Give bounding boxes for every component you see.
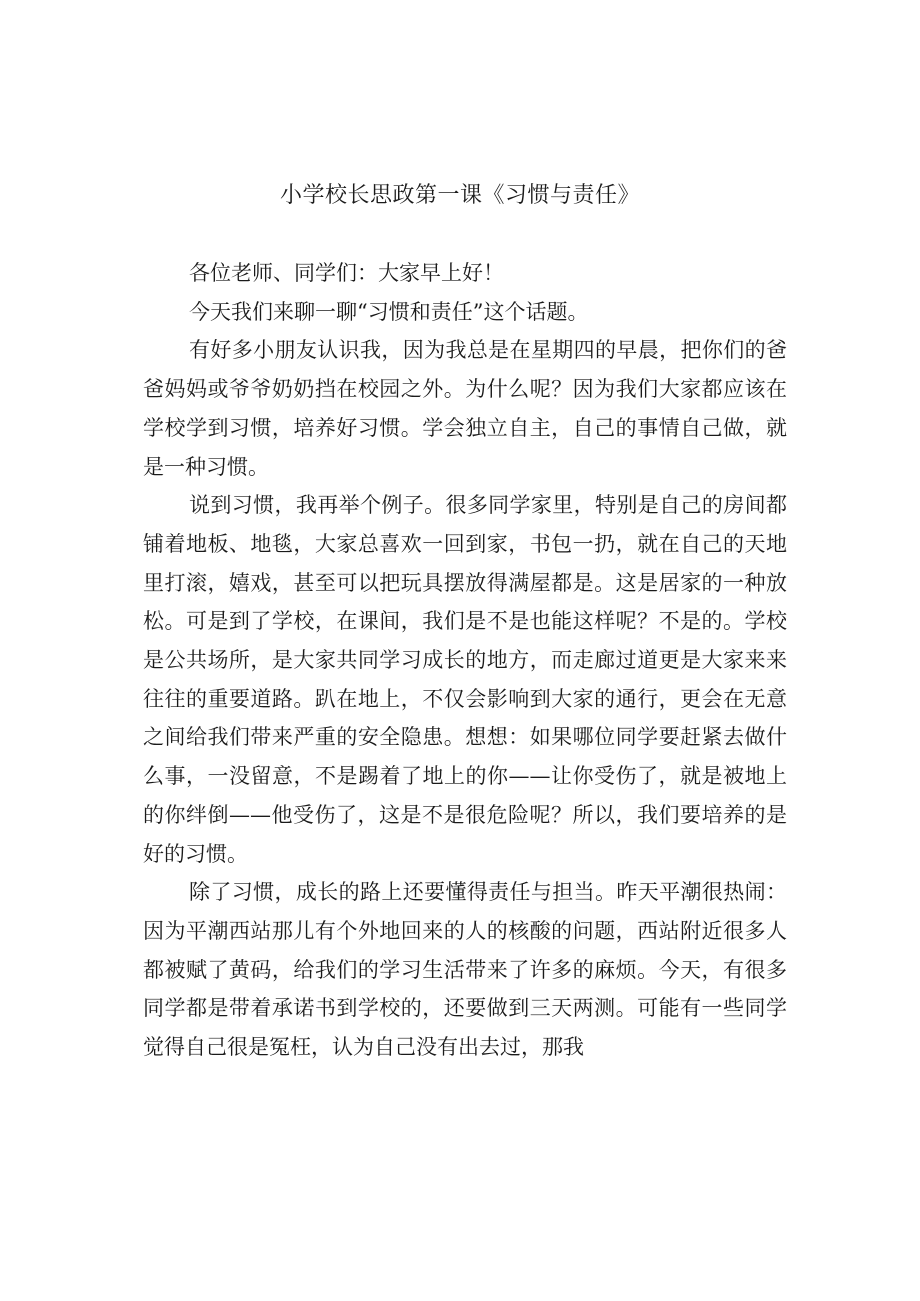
paragraph-topic: 今天我们来聊一聊“习惯和责任”这个话题。 (189, 299, 589, 324)
document-body (143, 254, 787, 1067)
paragraph-habit-intro: 有好多小朋友认识我，因为我总是在星期四的早晨，把你们的爸爸妈妈或爷爷奶奶挡在校园之外。为什么呢？因为我们大家都应该在学校学到习惯，培养好习惯。学会独立自主，自己的事情自己做，就是一种习惯。 (143, 338, 787, 479)
paragraph-habit-example: 说到习惯，我再举个例子。很多同学家里，特别是自己的房间都铺着地板、地毯，大家总喜欢一回到家，书包一扔，就在自己的天地里打滚，嬉戏，甚至可以把玩具摆放得满屋都是。这是居家的一种放松。可是到了学校，在课间，我们是不是也能这样呢？不是的。学校是公共场所，是大家共同学习成长的地方，而走廊过道更是大家来来往往的重要道路。趴在地上，不仅会影响到大家的通行，更会在无意之间给我们带来严重的安全隐患。想想：如果哪位同学要赶紧去做什么事，一没留意，不是踢着了地上的你——让你受伤了，就是被地上的你绊倒——他受伤了，这是不是很危险呢？所以，我们要培养的是好的习惯。 (143, 493, 787, 866)
paragraph-responsibility: 除了习惯，成长的路上还要懂得责任与担当。昨天平潮很热闹：因为平潮西站那儿有个外地回来的人的核酸的问题，西站附近很多人都被赋了黄码，给我们的学习生活带来了许多的麻烦。今天，有很多同学都是带着承诺书到学校的，还要做到三天两测。可能有一些同学觉得自己很是冤枉，认为自己没有出去过，那我 (143, 880, 787, 1060)
paragraph-greeting: 各位老师、同学们：大家早上好！ (189, 261, 504, 285)
document-title: 小学校长思政第一课《习惯与责任》 (279, 183, 640, 208)
